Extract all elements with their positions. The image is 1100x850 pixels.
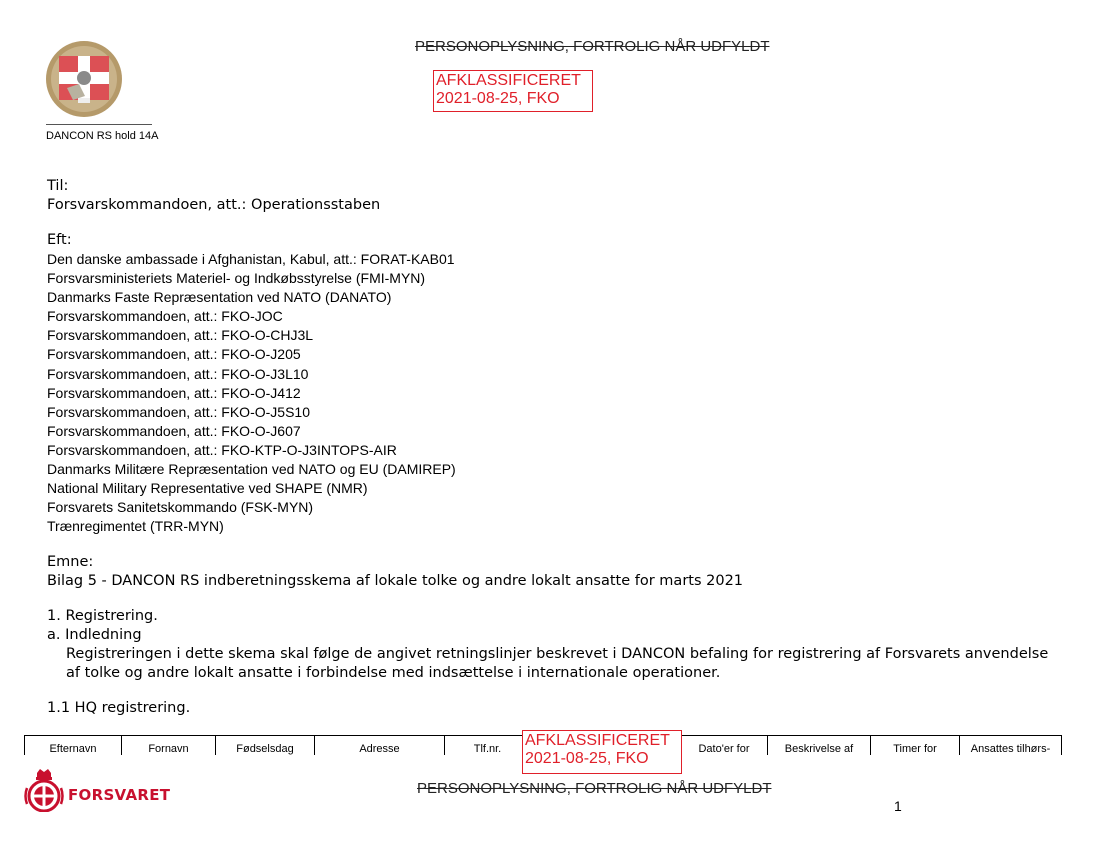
cc-label: Eft: — [47, 232, 72, 248]
cc-recipient: Trænregimentet (TRR-MYN) — [47, 518, 224, 535]
column-header: Efternavn — [25, 736, 122, 756]
column-header: Dato'er for — [681, 736, 768, 756]
forsvaret-crest-icon — [24, 768, 64, 812]
column-header: Fødselsdag — [216, 736, 315, 756]
cc-recipient: Forsvarskommandoen, att.: FKO-O-CHJ3L — [47, 327, 314, 344]
stamp-line-1: AFKLASSIFICERET — [436, 72, 581, 89]
column-header: Adresse — [315, 736, 445, 756]
column-header: Tlf.nr. — [445, 736, 531, 756]
page-number: 1 — [894, 798, 902, 814]
cc-recipient: Forsvarskommandoen, att.: FKO-O-J607 — [47, 422, 301, 439]
section-11-block — [47, 699, 190, 718]
subject-block — [47, 553, 743, 591]
stamp-line-2: 2021-08-25, FKO — [436, 90, 560, 107]
column-header: Timer for — [871, 736, 960, 756]
cc-recipient: Forsvarskommandoen, att.: FKO-JOC — [47, 308, 283, 325]
forsvaret-logo-text: FORSVARET — [68, 786, 171, 804]
cc-recipient: Forsvarskommandoen, att.: FKO-O-J205 — [47, 346, 301, 363]
section-1a-paragraph: Registreringen i dette skema skal følge de angivet retningslinjer beskrevet i DANCON befaling for registrering af Forsvarets anvendelse af tolke og andre lokalt ansatte i forbindelse med indsættelse i internationale operationer. — [66, 646, 1049, 681]
cc-recipient: Forsvarskommandoen, att.: FKO-KTP-O-J3INTOPS-AIR — [47, 441, 397, 458]
header-classification: PERSONOPLYSNING, FORTROLIG NÅR UDFYLDT — [415, 38, 770, 55]
to-label: Til: — [47, 178, 69, 194]
emblem-divider — [46, 124, 152, 125]
footer-declassified-stamp — [522, 730, 682, 774]
cc-recipient: Forsvarsministeriets Materiel- og Indkøbsstyrelse (FMI-MYN) — [47, 270, 426, 287]
column-header: Fornavn — [122, 736, 216, 756]
subject-text: Bilag 5 - DANCON RS indberetningsskema af lokale tolke og andre lokalt ansatte for marts 2021 — [47, 573, 744, 589]
cc-recipient: Forsvarskommandoen, att.: FKO-O-J3L10 — [47, 365, 309, 382]
cc-recipient: Forsvarets Sanitetskommando (FSK-MYN) — [47, 499, 314, 516]
section-1a-paragraph-block — [66, 645, 1056, 683]
dancon-emblem-icon — [45, 40, 123, 118]
stamp-line-2: 2021-08-25, FKO — [525, 750, 649, 767]
header-declassified-stamp — [433, 70, 593, 112]
cc-recipient: Danmarks Militære Repræsentation ved NATO og EU (DAMIREP) — [47, 461, 456, 478]
cc-recipient: National Military Representative ved SHAPE (NMR) — [47, 480, 368, 497]
cc-recipient: Den danske ambassade i Afghanistan, Kabul, att.: FORAT-KAB01 — [47, 251, 455, 267]
column-header: Ansattes tilhørs- — [960, 736, 1062, 756]
section-1a-title: a. Indledning — [47, 627, 142, 643]
stamp-line-1: AFKLASSIFICERET — [525, 732, 670, 749]
subject-label: Emne: — [47, 554, 94, 570]
section-1-title: 1. Registrering. — [47, 608, 158, 624]
cc-recipient: Forsvarskommandoen, att.: FKO-O-J412 — [47, 384, 301, 401]
footer-classification: PERSONOPLYSNING, FORTROLIG NÅR UDFYLDT — [417, 780, 772, 797]
to-block — [47, 177, 380, 215]
to-recipient: Forsvarskommandoen, att.: Operationsstaben — [47, 197, 381, 213]
section-1-title-block — [47, 607, 158, 645]
section-11-title: 1.1 HQ registrering. — [47, 700, 191, 716]
column-header: Beskrivelse af — [768, 736, 871, 756]
cc-recipient: Danmarks Faste Repræsentation ved NATO (DANATO) — [47, 289, 392, 306]
unit-label: DANCON RS hold 14A — [46, 130, 159, 142]
cc-recipient: Forsvarskommandoen, att.: FKO-O-J5S10 — [47, 403, 310, 420]
cc-block — [47, 231, 456, 536]
